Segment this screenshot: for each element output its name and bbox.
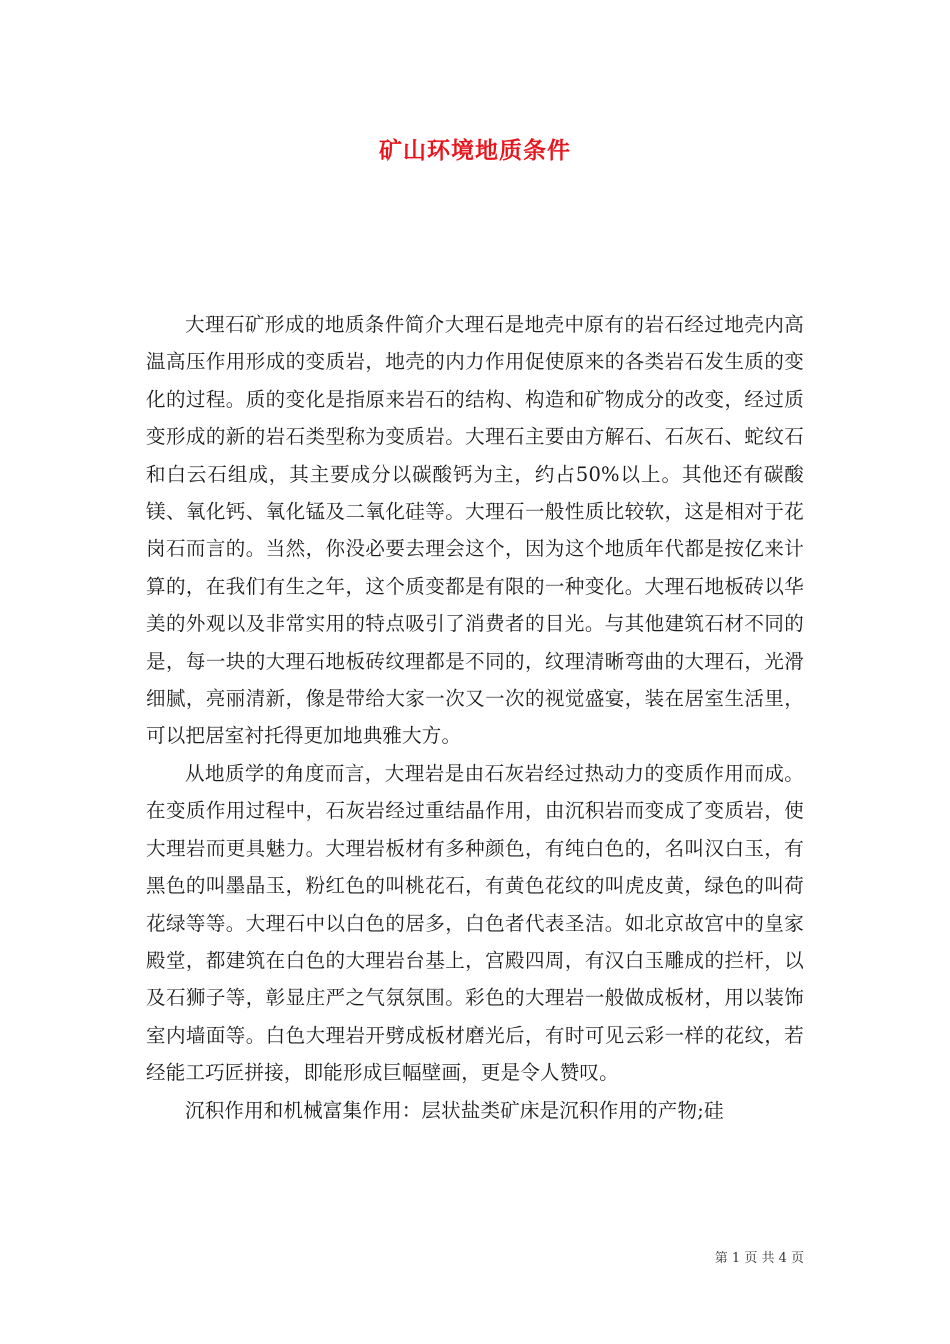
document-title: 矿山环境地质条件 [379,137,571,164]
paragraph-2: 从地质学的角度而言，大理岩是由石灰岩经过热动力的变质作用而成。在变质作用过程中，石灰岩经过重结晶作用，由沉积岩而变成了变质岩，使大理岩而更具魅力。大理岩板材有多种颜色，有纯白色的，名叫汉白玉，有黑色的叫墨晶玉，粉红色的叫桃花石，有黄色花纹的叫虎皮黄，绿色的叫荷花绿等等。大理石中以白色的居多，白色者代表圣洁。如北京故宫中的皇家殿堂，都建筑在白色的大理岩台基上，宫殿四周，有汉白玉雕成的拦杆，以及石狮子等，彰显庄严之气氛氛围。彩色的大理岩一般做成板材，用以装饰室内墙面等。白色大理岩开劈成板材磨光后，有时可见云彩一样的花纹，若经能工巧匠拼接，即能形成巨幅壁画，更是令人赞叹。 [146,761,804,1085]
document-body [146,306,804,1129]
paragraph-3: 沉积作用和机械富集作用：层状盐类矿床是沉积作用的产物;硅 [185,1098,724,1122]
paragraph-1: 大理石矿形成的地质条件简介大理石是地壳中原有的岩石经过地壳内高温高压作用形成的变质岩，地壳的内力作用促使原来的各类岩石发生质的变化的过程。质的变化是指原来岩石的结构、构造和矿物成分的改变，经过质变形成的新的岩石类型称为变质岩。大理石主要由方解石、石灰石、蛇纹石和白云石组成，其主要成分以碳酸钙为主，约占50%以上。其他还有碳酸镁、氧化钙、氧化锰及二氧化硅等。大理石一般性质比较软，这是相对于花岗石而言的。当然，你没必要去理会这个，因为这个地质年代都是按亿来计算的，在我们有生之年，这个质变都是有限的一种变化。大理石地板砖以华美的外观以及非常实用的特点吸引了消费者的目光。与其他建筑石材不同的是，每一块的大理石地板砖纹理都是不同的，纹理清晰弯曲的大理石，光滑细腻，亮丽清新，像是带给大家一次又一次的视觉盛宴，装在居室生活里，可以把居室衬托得更加地典雅大方。 [146,313,804,748]
page-number-footer: 第 1 页 共 4 页 [714,1251,804,1266]
